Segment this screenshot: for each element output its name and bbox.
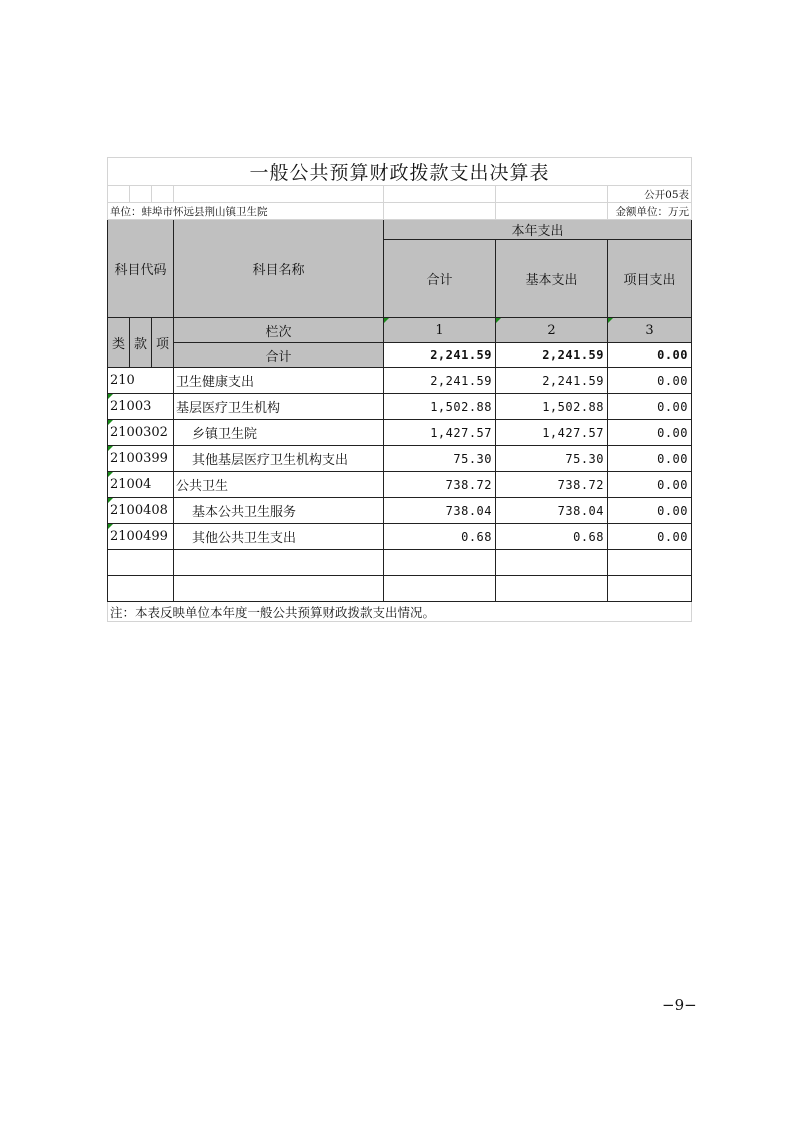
table-row (108, 368, 692, 394)
table-row (108, 524, 692, 550)
row-project: 0.00 (608, 524, 692, 550)
table-row (108, 446, 692, 472)
row-basic: 1,427.57 (496, 420, 608, 446)
form-code: 公开05表 (608, 186, 692, 203)
row-name: 其他基层医疗卫生机构支出 (174, 446, 384, 472)
row-basic: 738.72 (496, 472, 608, 498)
row-project: 0.00 (608, 394, 692, 420)
row-name: 基层医疗卫生机构 (174, 394, 384, 420)
header-column-order: 栏次 (174, 318, 384, 343)
total-row-basic: 2,241.59 (496, 343, 608, 368)
row-code: 2100408 (108, 498, 174, 524)
row-name: 乡镇卫生院 (174, 420, 384, 446)
row-total: 738.72 (384, 472, 496, 498)
row-total: 738.04 (384, 498, 496, 524)
row-basic: 738.04 (496, 498, 608, 524)
total-row-project: 0.00 (608, 343, 692, 368)
table-note: 注：本表反映单位本年度一般公共预算财政拨款支出情况。 (108, 602, 692, 622)
row-code: 210 (108, 368, 174, 394)
page-number: −9− (662, 996, 697, 1014)
column-number-2: 2 (496, 318, 608, 343)
header-kuan: 款 (130, 318, 152, 368)
row-code: 2100302 (108, 420, 174, 446)
row-basic: 1,502.88 (496, 394, 608, 420)
header-basic: 基本支出 (496, 240, 608, 318)
total-row-label: 合计 (174, 343, 384, 368)
row-total: 1,427.57 (384, 420, 496, 446)
row-basic: 2,241.59 (496, 368, 608, 394)
table-row (108, 472, 692, 498)
row-basic: 0.68 (496, 524, 608, 550)
row-code: 21003 (108, 394, 174, 420)
row-name: 基本公共卫生服务 (174, 498, 384, 524)
amount-unit: 金额单位：万元 (608, 203, 692, 220)
empty-row (108, 550, 692, 576)
row-project: 0.00 (608, 498, 692, 524)
header-code-group: 科目代码 (108, 220, 174, 318)
header-year-expense: 本年支出 (384, 220, 692, 240)
column-number-1: 1 (384, 318, 496, 343)
column-number-3: 3 (608, 318, 692, 343)
table-title: 一般公共预算财政拨款支出决算表 (108, 158, 692, 186)
row-name: 公共卫生 (174, 472, 384, 498)
row-total: 75.30 (384, 446, 496, 472)
header-xiang: 项 (152, 318, 174, 368)
row-code: 2100499 (108, 524, 174, 550)
row-total: 0.68 (384, 524, 496, 550)
row-code: 2100399 (108, 446, 174, 472)
row-total: 1,502.88 (384, 394, 496, 420)
header-lei: 类 (108, 318, 130, 368)
expenditure-table (107, 157, 692, 622)
row-name: 卫生健康支出 (174, 368, 384, 394)
row-project: 0.00 (608, 420, 692, 446)
header-project: 项目支出 (608, 240, 692, 318)
empty-row (108, 576, 692, 602)
budget-sheet (107, 157, 691, 622)
row-project: 0.00 (608, 368, 692, 394)
header-name: 科目名称 (174, 220, 384, 318)
row-project: 0.00 (608, 472, 692, 498)
row-project: 0.00 (608, 446, 692, 472)
unit-label: 单位：蚌埠市怀远县荆山镇卫生院 (108, 203, 384, 220)
header-total: 合计 (384, 240, 496, 318)
table-row (108, 394, 692, 420)
row-basic: 75.30 (496, 446, 608, 472)
row-name: 其他公共卫生支出 (174, 524, 384, 550)
row-total: 2,241.59 (384, 368, 496, 394)
table-row (108, 498, 692, 524)
total-row-total: 2,241.59 (384, 343, 496, 368)
table-row (108, 420, 692, 446)
row-code: 21004 (108, 472, 174, 498)
